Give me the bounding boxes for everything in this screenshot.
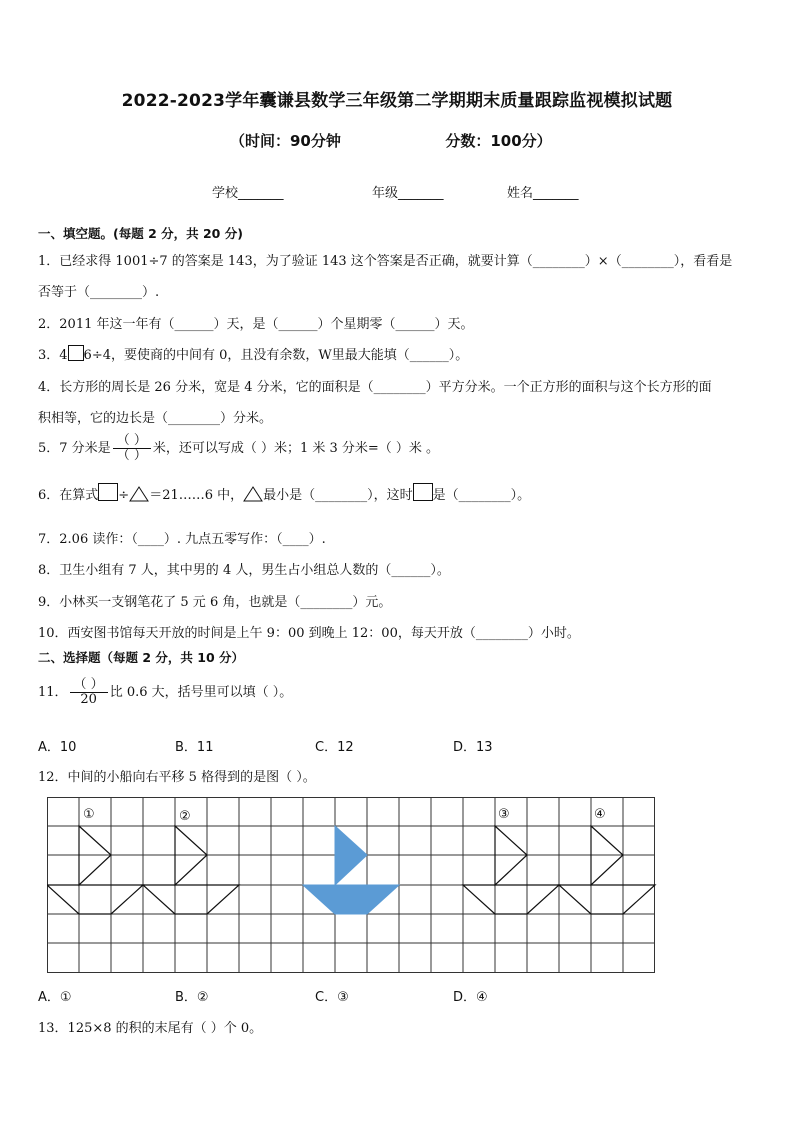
question-8: 8．卫生小组有 7 人，其中男的 4 人，男生占小组总人数的（______）。	[38, 563, 450, 578]
option-d: D．13	[453, 740, 493, 755]
page-title: 2022-2023学年囊谦县数学三年级第二学期期末质量跟踪监视模拟试题	[121, 91, 673, 111]
question-6-part-a: 6．在算式	[38, 488, 99, 503]
boat-3	[463, 826, 559, 914]
question-3	[38, 344, 468, 363]
exam-score: 分数：100分）	[445, 132, 552, 150]
option-d: D．④	[453, 990, 488, 1005]
square-icon	[98, 483, 118, 501]
question-5-prefix: 5．7 分米是	[38, 441, 111, 456]
option-a: A．10	[38, 740, 77, 755]
question-13: 13．125×8 的积的末尾有（ ）个 0。	[38, 1021, 263, 1036]
question-5	[38, 434, 439, 463]
question-6-part-d: 最小是（________），这时	[263, 488, 413, 503]
triangle-icon	[243, 486, 263, 502]
figure-label-3: ③	[498, 807, 510, 822]
figure-label-1: ①	[83, 807, 95, 822]
question-7: 7．2.06 读作：（____）. 九点五零写作：（____）.	[38, 532, 326, 547]
fraction-numerator: （ ）	[70, 678, 108, 693]
question-1-line-2: 否等于（________）.	[38, 285, 160, 300]
grade-field: 年级_______	[372, 186, 444, 201]
option-b: B．11	[175, 740, 214, 755]
question-12: 12．中间的小船向右平移 5 格得到的是图（ ）。	[38, 770, 316, 785]
question-11-prefix: 11．	[38, 685, 68, 700]
fraction-denominator: （ ）	[116, 448, 147, 463]
option-c: C．③	[315, 990, 349, 1005]
boat-2	[143, 826, 239, 914]
question-6-divide: ÷	[118, 488, 130, 503]
option-c: C．12	[315, 740, 354, 755]
name-field: 姓名_______	[507, 186, 579, 201]
figure-label-2: ②	[179, 809, 191, 824]
question-11	[38, 678, 292, 707]
question-1-line-1: 1．已经求得 1001÷7 的答案是 143，为了验证 143 这个答案是否正确，就要计算（________）×（________），看看是	[38, 254, 733, 269]
option-b: B．②	[175, 990, 209, 1005]
question-4-line-1: 4．长方形的周长是 26 分米，宽是 4 分米，它的面积是（________）平方分米。一个正方形的面积与这个长方形的面	[38, 380, 712, 395]
question-6-part-e: 是（________）。	[432, 488, 531, 503]
question-9: 9．小林买一支钢笔花了 5 元 6 角，也就是（________）元。	[38, 595, 392, 610]
square-icon	[413, 483, 433, 501]
question-3-prefix: 3．4	[38, 348, 68, 363]
figure-label-4: ④	[594, 807, 606, 822]
question-3-text: 6÷4，要使商的中间有 0，且没有余数，W里最大能填（______）。	[83, 348, 469, 363]
boat-grid-figure	[47, 797, 657, 975]
fraction-blank	[70, 678, 108, 707]
fraction-numerator: （ ）	[113, 434, 151, 449]
question-6	[38, 483, 530, 503]
exam-meta	[230, 130, 552, 151]
question-5-text: 米，还可以写成（ ）米；1 米 3 分米=（ ）米 。	[152, 441, 440, 456]
option-a: A．①	[38, 990, 72, 1005]
triangle-icon	[129, 486, 149, 502]
boat-1	[47, 826, 143, 914]
question-4-line-2: 积相等，它的边长是（________）分米。	[38, 411, 273, 426]
question-2: 2．2011 年这一年有（______）天，是（______）个星期零（______）天。	[38, 317, 474, 332]
section-2-heading: 二、选择题（每题 2 分，共 10 分）	[38, 650, 245, 665]
blank-box-icon	[68, 345, 84, 361]
question-6-part-c: ＝21……6 中，	[149, 488, 244, 503]
exam-time: （时间：90分钟	[230, 132, 341, 150]
question-11-text: 比 0.6 大，括号里可以填（ ）。	[109, 685, 293, 700]
school-field: 学校_______	[212, 186, 284, 201]
question-10: 10．西安图书馆每天开放的时间是上午 9：00 到晚上 12：00，每天开放（________）小时。	[38, 626, 580, 641]
boat-4	[559, 826, 655, 914]
fraction-blank	[113, 434, 151, 463]
section-1-heading: 一、填空题。(每题 2 分，共 20 分)	[38, 226, 243, 241]
middle-boat	[303, 826, 399, 914]
fraction-denominator: 20	[80, 692, 97, 707]
